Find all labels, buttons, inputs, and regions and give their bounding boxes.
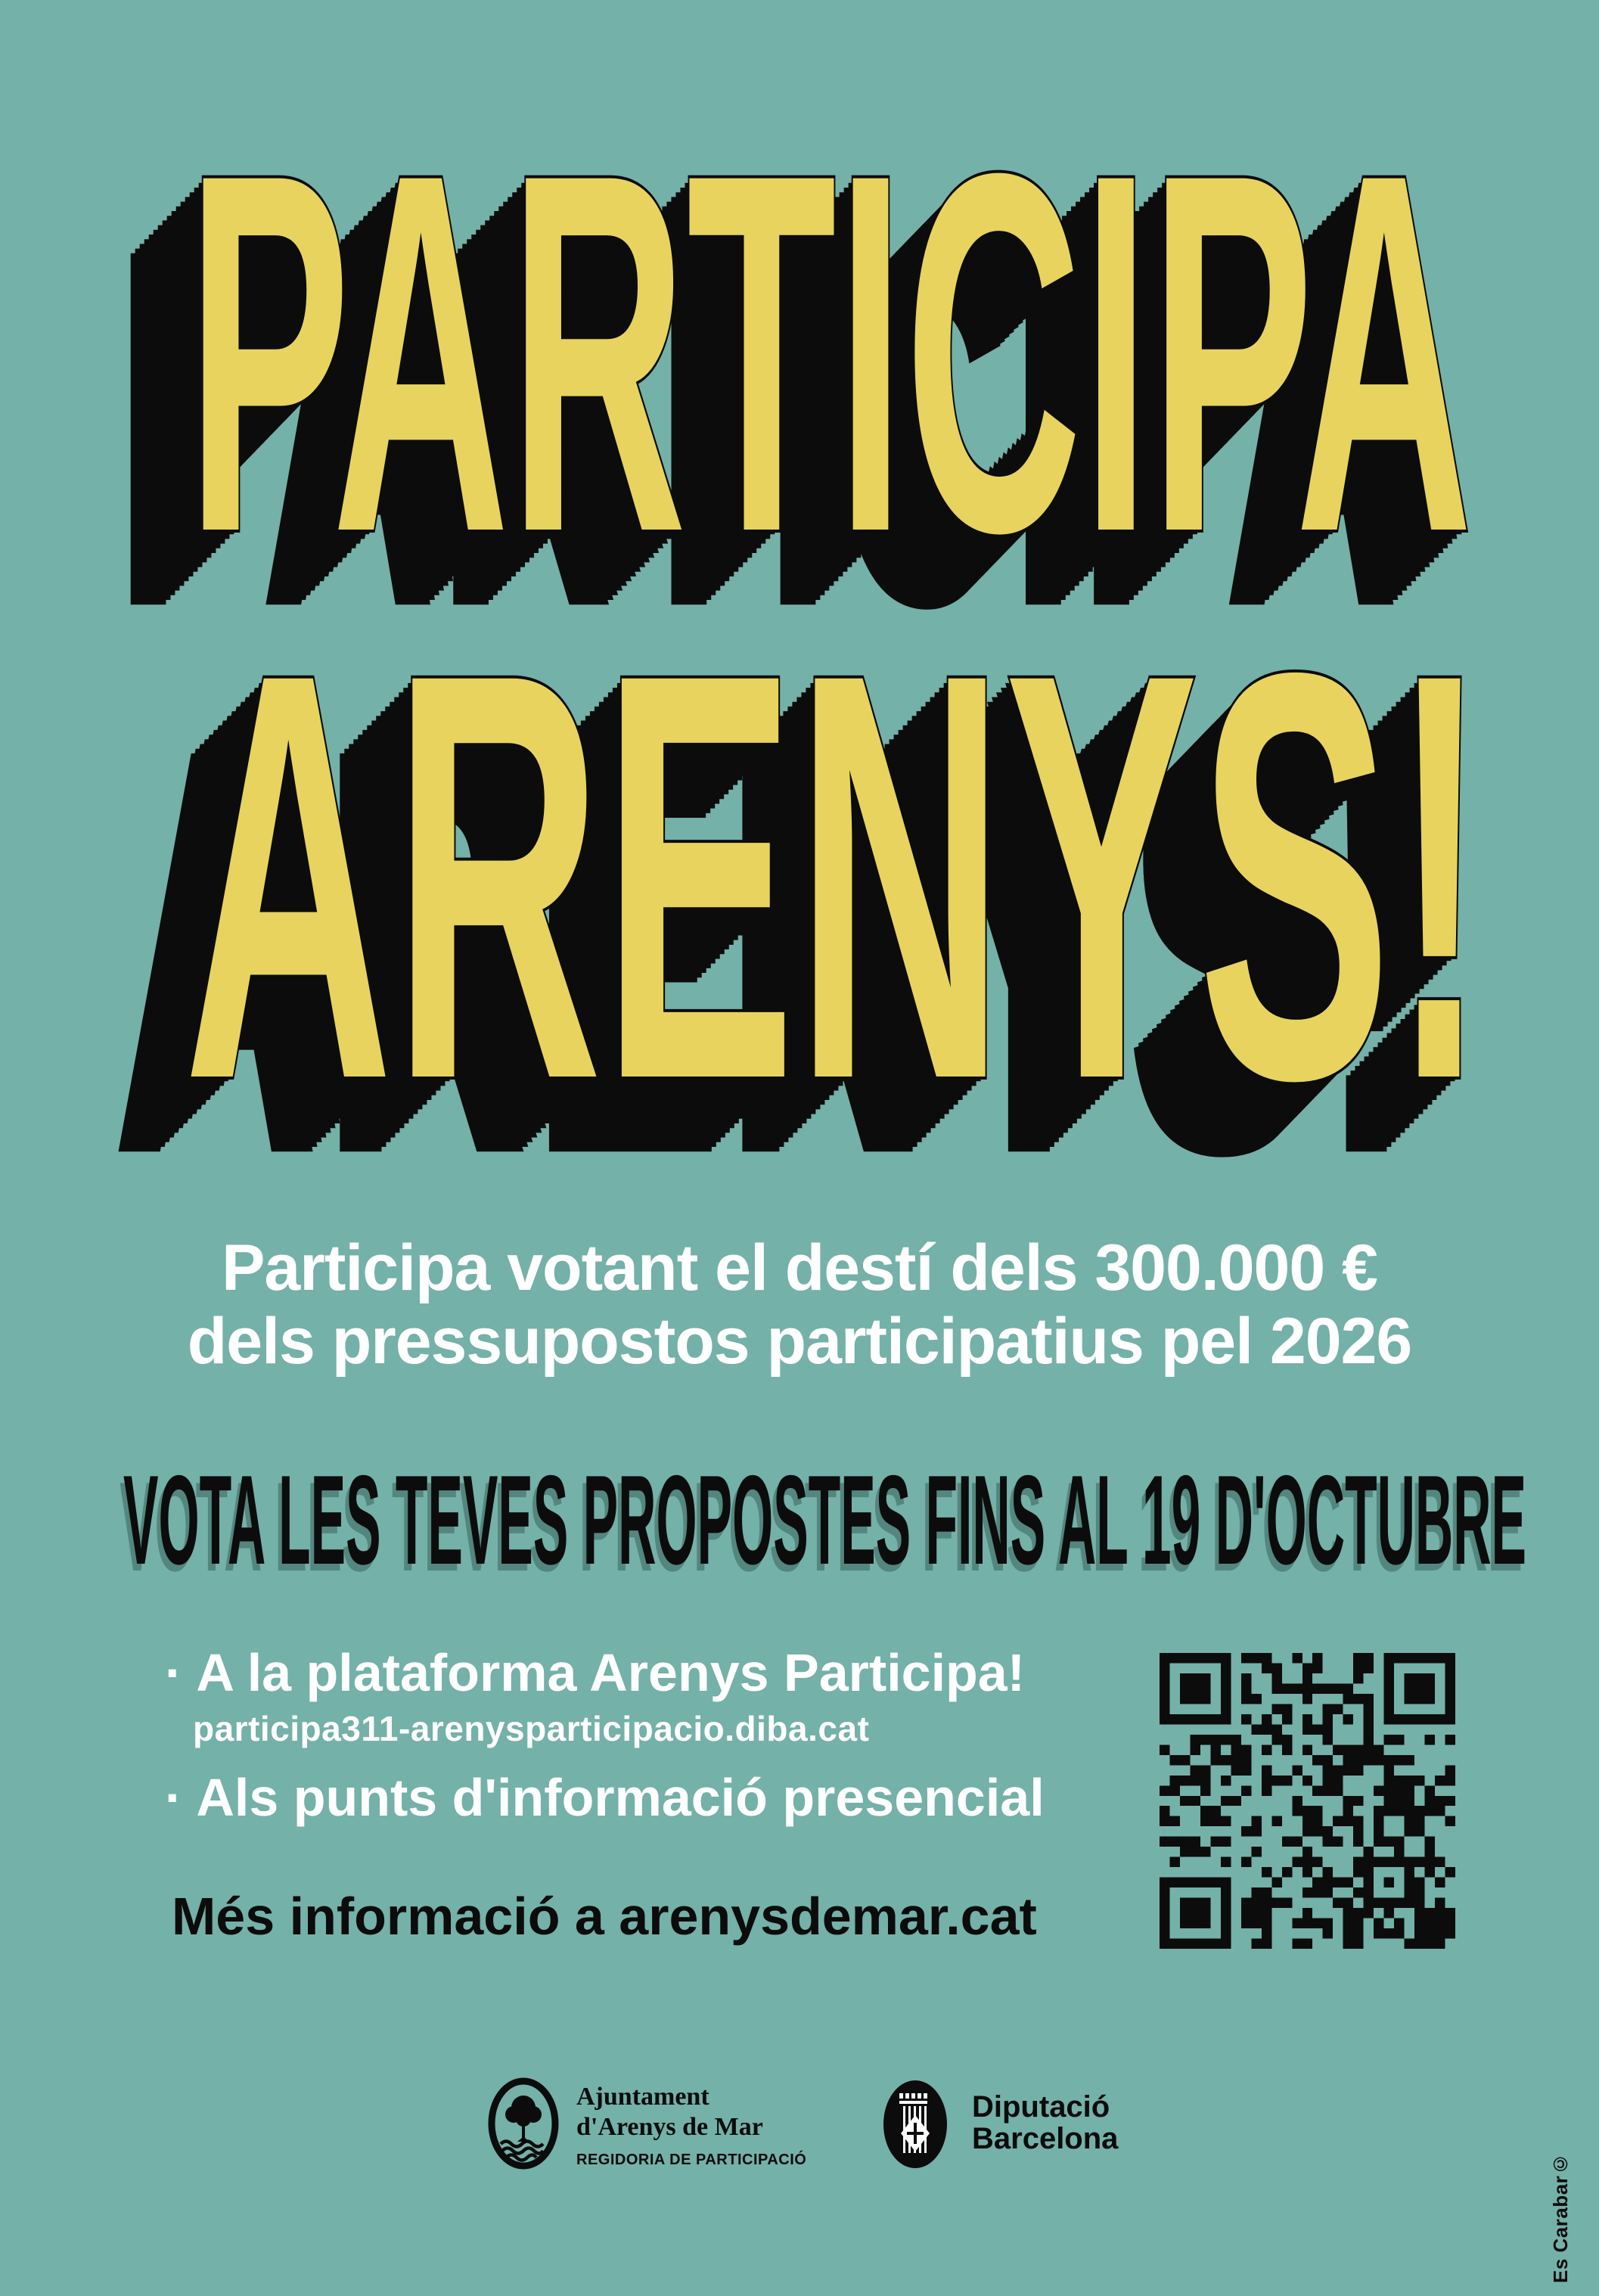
title-line2 [184, 553, 1488, 1195]
studio-credit: Es Carabar© [1549, 2152, 1572, 2283]
diputacio-barcelona-seal-icon [883, 2080, 947, 2168]
headline [123, 1449, 1526, 1591]
bullet-plataforma [165, 1643, 1026, 1702]
ajuntament-department: REGIDORIA DE PARTICIPACIÓ [576, 2152, 807, 2168]
qr-code [1160, 1653, 1455, 1949]
ajuntament-logo-text [576, 2082, 806, 2168]
diputacio-line1: Diputació [972, 2090, 1110, 2124]
bullet-marker: · [165, 1768, 183, 1827]
subtitle-line2: dels pressupostos participatius pel 2026 [187, 1305, 1412, 1378]
diputacio-line2: Barcelona [972, 2122, 1119, 2155]
bullet-punts [165, 1768, 1045, 1827]
subtitle [0, 1232, 1599, 1378]
bullet-punts-label: Als punts d'informació presencial [196, 1768, 1045, 1827]
subtitle-line1: Participa votant el destí dels 300.000 € [222, 1232, 1377, 1304]
more-info-line: Més informació a arenysdemar.cat [172, 1887, 1037, 1946]
diputacio-logo-text [972, 2091, 1118, 2155]
ajuntament-name-line1: Ajuntament [576, 2083, 709, 2111]
ajuntament-name-line2: d'Arenys de Mar [576, 2113, 763, 2141]
headline-banner [0, 1422, 1599, 1619]
bullet-marker: · [165, 1643, 183, 1702]
ajuntament-arenys-crest-icon [488, 2077, 559, 2170]
participation-url: participa311-arenysparticipacio.diba.cat [193, 1709, 870, 1748]
bullet-plataforma-label: A la plataforma Arenys Participa! [196, 1643, 1026, 1702]
